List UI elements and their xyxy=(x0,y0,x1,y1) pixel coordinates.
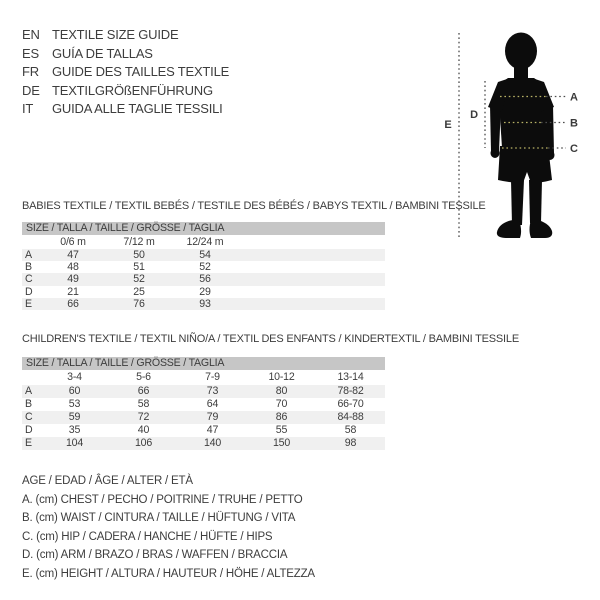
row-label: B xyxy=(25,261,32,274)
row-label: E xyxy=(25,297,32,310)
chest-label: A xyxy=(570,91,578,104)
cell-value: 64 xyxy=(206,398,219,410)
babies-column-headers xyxy=(22,235,385,249)
cell-value: 104 xyxy=(65,437,84,449)
row-label: C xyxy=(25,273,33,286)
language-code: IT xyxy=(22,101,34,117)
cell-value: 79 xyxy=(206,411,219,423)
language-row-it xyxy=(22,100,229,119)
cell-value: 76 xyxy=(133,297,145,310)
children-col-spacer xyxy=(22,370,40,385)
language-code: FR xyxy=(22,64,39,80)
language-title: GUIDE DES TAILLES TEXTILE xyxy=(52,64,230,80)
cell-value: 106 xyxy=(134,437,153,449)
babies-size-bar: SIZE / TALLA / TAILLE / GRÖSSE / TAGLIA xyxy=(22,222,385,235)
children-col-header: 3-4 xyxy=(67,371,82,383)
cell-value: 47 xyxy=(67,249,79,261)
row-label: D xyxy=(25,285,33,298)
cell-value: 35 xyxy=(68,424,81,436)
babies-col-header: 7/12 m xyxy=(123,236,155,248)
cell-value: 47 xyxy=(206,424,219,436)
language-title: TEXTILGRÖßENFÜHRUNG xyxy=(52,82,213,98)
table-row xyxy=(22,273,385,285)
cell-value: 40 xyxy=(137,424,150,436)
table-row xyxy=(22,249,385,261)
children-section-heading: CHILDREN'S TEXTILE / TEXTIL NIÑO/A / TEXTIL DES ENFANTS / KINDERTEXTIL / BAMBINI TESSILE xyxy=(22,333,519,345)
children-col-header: 5-6 xyxy=(136,371,151,383)
cell-value: 150 xyxy=(272,437,291,449)
cell-value: 50 xyxy=(133,249,145,261)
measurement-figure xyxy=(435,25,595,245)
hip-label: C xyxy=(570,143,578,155)
table-row xyxy=(22,398,385,411)
cell-value: 140 xyxy=(203,437,222,449)
table-row xyxy=(22,261,385,273)
cell-value: 52 xyxy=(133,273,145,286)
language-row-fr xyxy=(22,63,229,82)
cell-value: 56 xyxy=(199,273,211,286)
row-label: A xyxy=(25,249,32,261)
language-code: EN xyxy=(22,27,40,42)
cell-value: 53 xyxy=(68,398,81,410)
row-label: C xyxy=(25,411,33,423)
table-row xyxy=(22,411,385,424)
children-column-headers xyxy=(22,370,385,385)
table-row xyxy=(22,424,385,437)
waist-label: B xyxy=(570,117,578,130)
children-col-header: 7-9 xyxy=(205,371,220,383)
cell-value: 70 xyxy=(275,398,288,410)
cell-value: 58 xyxy=(344,424,357,436)
babies-col-spacer xyxy=(22,235,40,249)
babies-table xyxy=(22,249,385,310)
age-line: AGE / EDAD / ÂGE / ALTER / ETÀ xyxy=(22,475,193,487)
legend-line-arm: D. (cm) ARM / BRAZO / BRAS / WAFFEN / BRACCIA xyxy=(22,549,288,562)
table-row xyxy=(22,437,385,450)
legend-line-waist: B. (cm) WAIST / CINTURA / TAILLE / HÜFTUNG / VITA xyxy=(22,512,296,525)
language-row-es xyxy=(22,45,229,64)
legend-line-hip: C. (cm) HIP / CADERA / HANCHE / HÜFTE / HIPS xyxy=(22,530,273,543)
babies-col-header: 0/6 m xyxy=(60,236,86,248)
cell-value: 93 xyxy=(199,297,211,310)
table-row xyxy=(22,298,385,310)
cell-value: 51 xyxy=(133,261,145,274)
child-silhouette-icon xyxy=(488,33,555,239)
cell-value: 58 xyxy=(137,398,150,410)
legend-line-height: E. (cm) HEIGHT / ALTURA / HAUTEUR / HÖHE / ALTEZZA xyxy=(22,567,315,580)
cell-value: 55 xyxy=(275,424,288,436)
cell-value: 49 xyxy=(67,273,79,286)
cell-value: 29 xyxy=(199,285,211,298)
cell-value: 48 xyxy=(67,261,79,274)
row-label: B xyxy=(25,398,32,410)
row-label: E xyxy=(25,437,32,449)
cell-value: 59 xyxy=(68,411,81,423)
language-title: GUÍA DE TALLAS xyxy=(52,45,153,61)
children-col-header: 13-14 xyxy=(337,371,364,383)
cell-value: 72 xyxy=(137,411,150,423)
cell-value: 52 xyxy=(199,261,211,274)
cell-value: 80 xyxy=(275,385,288,397)
cell-value: 66 xyxy=(67,297,79,310)
measurement-legend xyxy=(22,472,315,584)
arm-label: D xyxy=(470,109,478,121)
language-title: TEXTILE SIZE GUIDE xyxy=(52,27,179,42)
cell-value: 84-88 xyxy=(337,411,364,423)
cell-value: 54 xyxy=(199,249,211,261)
babies-section-heading: BABIES TEXTILE / TEXTIL BEBÉS / TESTILE DES BÉBÉS / BABYS TEXTIL / BAMBINI TESSILE xyxy=(22,200,486,212)
language-code: ES xyxy=(22,45,39,61)
cell-value: 25 xyxy=(133,285,145,298)
cell-value: 21 xyxy=(67,285,79,298)
language-title: GUIDA ALLE TAGLIE TESSILI xyxy=(52,101,223,117)
height-label: E xyxy=(444,119,452,131)
legend-line-chest: A. (cm) CHEST / PECHO / POITRINE / TRUHE / PETTO xyxy=(22,493,303,506)
table-row xyxy=(22,385,385,398)
babies-col-header: 12/24 m xyxy=(186,236,224,248)
cell-value: 66 xyxy=(137,385,150,397)
cell-value: 98 xyxy=(344,437,357,449)
cell-value: 78-82 xyxy=(337,385,364,397)
language-list xyxy=(22,26,229,119)
language-row-de xyxy=(22,82,229,101)
language-code: DE xyxy=(22,82,40,98)
children-col-header: 10-12 xyxy=(268,371,295,383)
row-label: D xyxy=(25,424,33,436)
cell-value: 60 xyxy=(68,385,81,397)
language-row-en xyxy=(22,26,229,45)
row-label: A xyxy=(25,385,32,397)
cell-value: 86 xyxy=(275,411,288,423)
children-size-bar: SIZE / TALLA / TAILLE / GRÖSSE / TAGLIA xyxy=(22,357,385,370)
children-table xyxy=(22,385,385,450)
table-row xyxy=(22,286,385,298)
cell-value: 73 xyxy=(206,385,219,397)
cell-value: 66-70 xyxy=(337,398,364,410)
